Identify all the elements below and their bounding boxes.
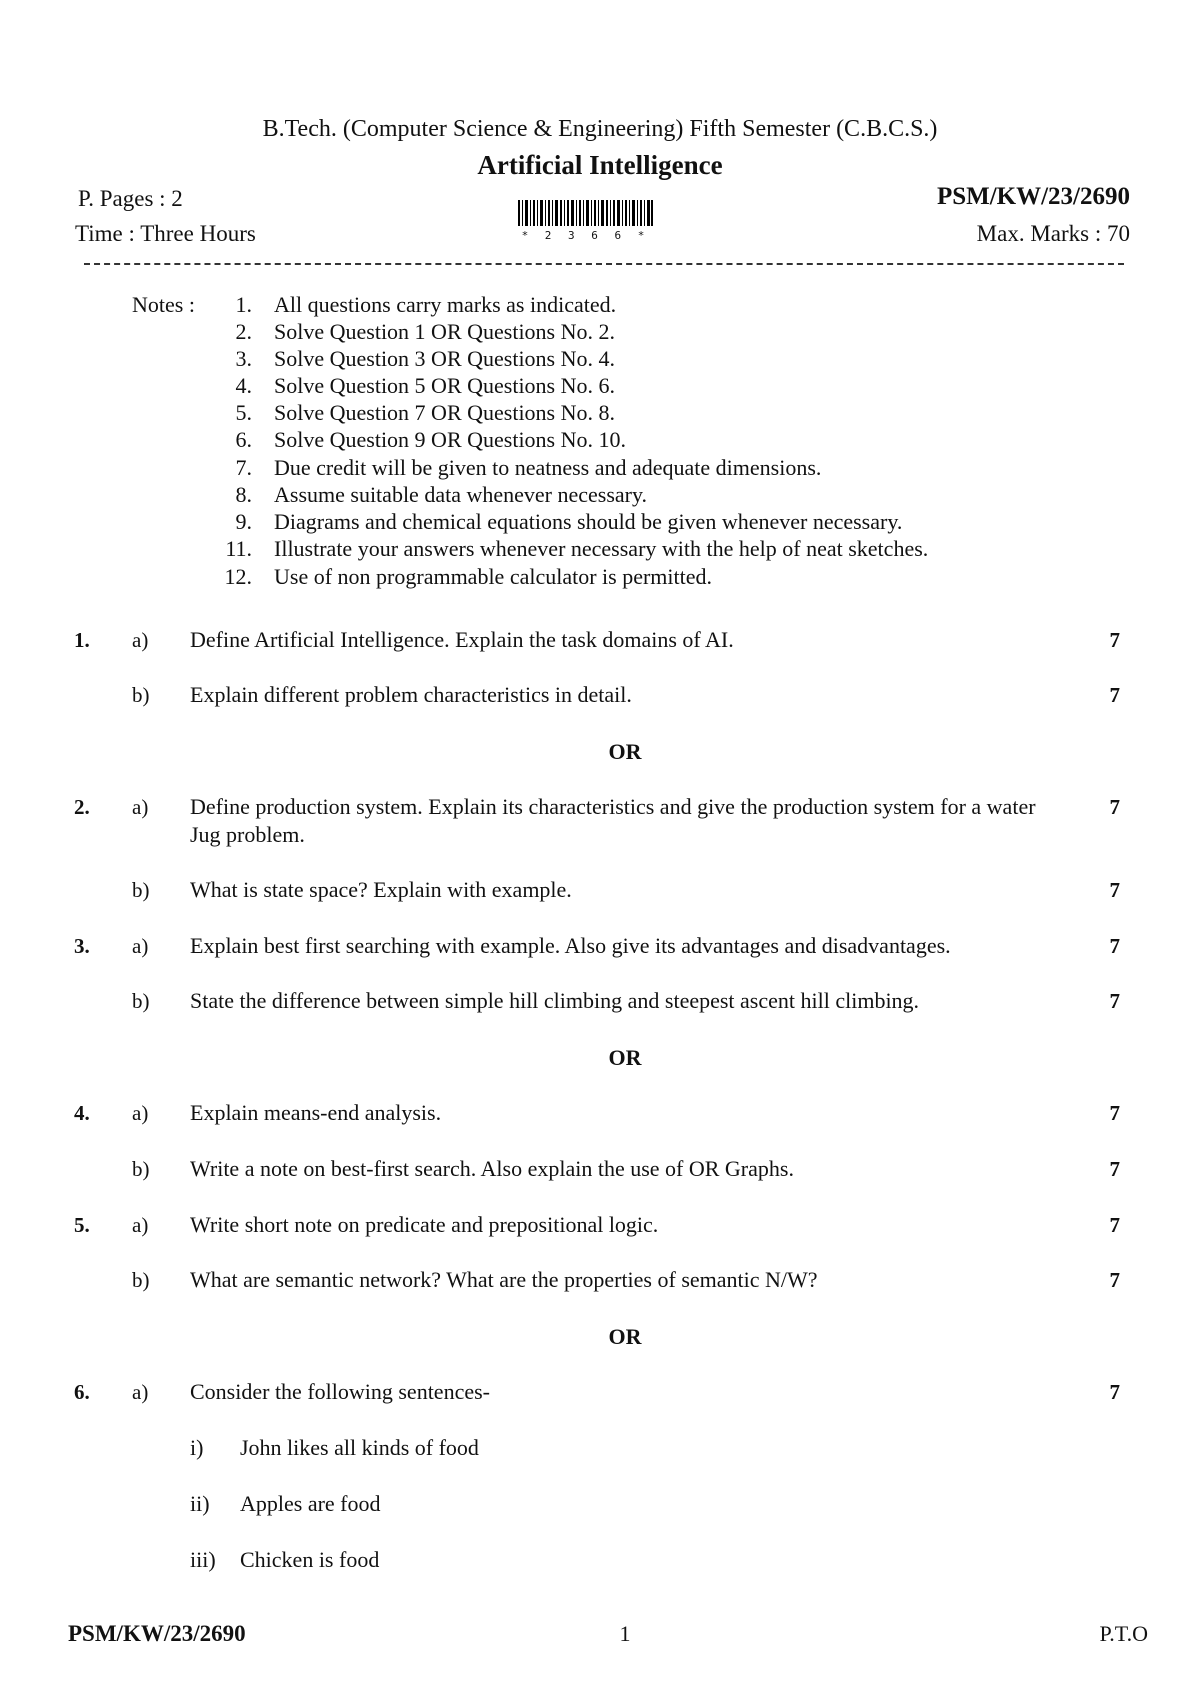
note-text: All questions carry marks as indicated. <box>274 292 617 317</box>
question-number: 5. <box>74 1213 90 1237</box>
question-text: Define production system. Explain its characteristics and give the production system for a water Jug problem. <box>190 794 1036 847</box>
note-number: 8. <box>235 482 252 507</box>
question-text: Explain means-end analysis. <box>190 1100 442 1125</box>
note-text: Solve Question 9 OR Questions No. 10. <box>274 427 626 452</box>
question-part: a) <box>132 934 149 958</box>
question-part: b) <box>132 1268 150 1292</box>
sentence-text: Apples are food <box>240 1491 381 1516</box>
question-text: Explain best first searching with example. Also give its advantages and disadvantages. <box>190 933 951 958</box>
question-marks: 7 <box>1109 934 1120 958</box>
question-part: a) <box>132 795 149 819</box>
sentence-number: iii) <box>190 1547 216 1572</box>
page-number: 1 <box>619 1621 631 1646</box>
question-marks: 7 <box>1109 1268 1120 1292</box>
degree-title: B.Tech. (Computer Science & Engineering) Fifth Semester (C.B.C.S.) <box>262 116 938 142</box>
subject-title: Artificial Intelligence <box>477 150 723 180</box>
question-part: a) <box>132 1213 149 1237</box>
question-part: a) <box>132 628 149 652</box>
question-marks: 7 <box>1109 878 1120 902</box>
note-text: Solve Question 7 OR Questions No. 8. <box>274 400 615 425</box>
question-text: State the difference between simple hill climbing and steepest ascent hill climbing. <box>190 988 920 1013</box>
note-number: 5. <box>235 400 252 425</box>
question-marks: 7 <box>1109 683 1120 707</box>
note-number: 1. <box>235 292 252 317</box>
question-part: a) <box>132 1380 149 1404</box>
sentence-number: i) <box>190 1435 204 1460</box>
barcode-icon <box>518 200 653 226</box>
sentence-number: ii) <box>190 1491 210 1516</box>
sentence-text: Chicken is food <box>240 1547 380 1572</box>
note-number: 6. <box>235 427 252 452</box>
question-text: What is state space? Explain with example. <box>190 877 572 902</box>
note-number: 4. <box>235 373 252 398</box>
question-marks: 7 <box>1109 1380 1120 1404</box>
or-divider: OR <box>608 1324 642 1349</box>
header-divider <box>84 263 1124 265</box>
barcode-number: * 2 3 6 6 * <box>521 229 650 242</box>
question-marks: 7 <box>1109 1213 1120 1237</box>
note-text: Assume suitable data whenever necessary. <box>274 482 648 507</box>
question-text: What are semantic network? What are the properties of semantic N/W? <box>190 1267 818 1292</box>
question-marks: 7 <box>1109 1101 1120 1125</box>
please-turn-over: P.T.O <box>1099 1621 1148 1646</box>
question-number: 6. <box>74 1380 90 1404</box>
question-text: Write short note on predicate and prepositional logic. <box>190 1212 659 1237</box>
note-text: Solve Question 5 OR Questions No. 6. <box>274 373 615 398</box>
question-marks: 7 <box>1109 989 1120 1013</box>
question-marks: 7 <box>1109 1157 1120 1181</box>
sentence-text: John likes all kinds of food <box>240 1435 479 1460</box>
or-divider: OR <box>608 1045 642 1070</box>
question-number: 4. <box>74 1101 90 1125</box>
question-number: 1. <box>74 628 90 652</box>
question-part: a) <box>132 1101 149 1125</box>
question-marks: 7 <box>1109 628 1120 652</box>
max-marks: Max. Marks : 70 <box>976 221 1130 246</box>
note-number: 2. <box>235 319 252 344</box>
note-text: Solve Question 3 OR Questions No. 4. <box>274 346 615 371</box>
question-text: Consider the following sentences- <box>190 1379 490 1404</box>
question-part: b) <box>132 1157 150 1181</box>
note-number: 3. <box>235 346 252 371</box>
paper-code: PSM/KW/23/2690 <box>936 183 1130 210</box>
note-number: 12. <box>224 564 252 589</box>
note-number: 11. <box>225 536 252 561</box>
question-number: 3. <box>74 934 90 958</box>
note-number: 9. <box>235 509 252 534</box>
note-text: Solve Question 1 OR Questions No. 2. <box>274 319 615 344</box>
question-number: 2. <box>74 795 90 819</box>
note-number: 7. <box>235 455 252 480</box>
exam-duration: Time : Three Hours <box>75 221 256 246</box>
footer-paper-code: PSM/KW/23/2690 <box>68 1621 246 1646</box>
note-text: Illustrate your answers whenever necessary with the help of neat sketches. <box>274 536 929 561</box>
notes-label: Notes : <box>132 292 195 317</box>
question-text: Define Artificial Intelligence. Explain the task domains of AI. <box>190 627 734 652</box>
question-text: Write a note on best-first search. Also explain the use of OR Graphs. <box>190 1156 794 1181</box>
note-text: Due credit will be given to neatness and adequate dimensions. <box>274 455 822 480</box>
question-marks: 7 <box>1109 795 1120 819</box>
question-text: Explain different problem characteristics in detail. <box>190 682 632 707</box>
note-text: Use of non programmable calculator is permitted. <box>274 564 713 589</box>
note-text: Diagrams and chemical equations should be given whenever necessary. <box>274 509 903 534</box>
question-part: b) <box>132 683 150 707</box>
question-part: b) <box>132 989 150 1013</box>
or-divider: OR <box>608 739 642 764</box>
question-part: b) <box>132 878 150 902</box>
page-count: P. Pages : 2 <box>78 186 183 211</box>
